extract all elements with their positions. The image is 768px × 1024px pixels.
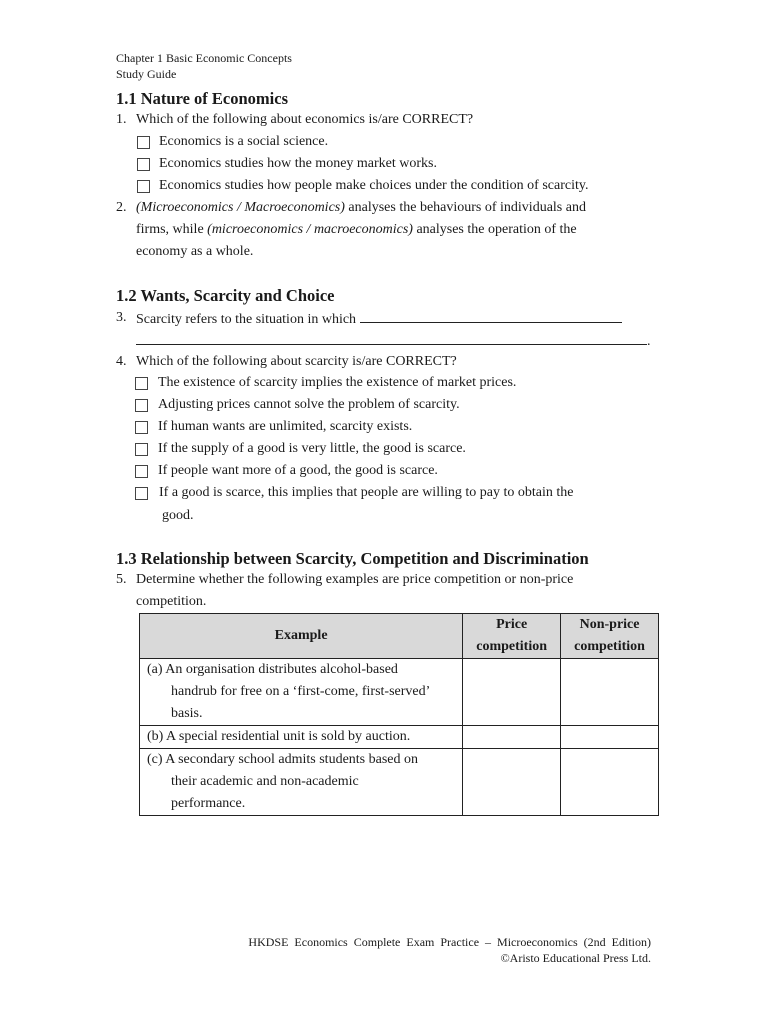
q3-line-1 bbox=[136, 308, 622, 330]
checkbox[interactable] bbox=[137, 180, 150, 193]
section-title-1-2: 1.2 Wants, Scarcity and Choice bbox=[116, 286, 335, 305]
q5-line-1: Determine whether the following examples are price competition or non-price bbox=[136, 572, 574, 587]
example-line: performance. bbox=[171, 796, 246, 811]
header-example: Example bbox=[140, 614, 463, 659]
option-text: Economics is a social science. bbox=[159, 134, 329, 149]
checkbox[interactable] bbox=[135, 465, 148, 478]
checkbox[interactable] bbox=[137, 158, 150, 171]
book-title: HKDSE Economics Complete Exam Practice – Microeconomics (2nd Edition) bbox=[248, 935, 651, 949]
option-text: The existence of scarcity implies the existence of market prices. bbox=[158, 375, 517, 390]
question-text: Which of the following about scarcity is/are CORRECT? bbox=[136, 354, 457, 369]
example-line: (b) A special residential unit is sold by auction. bbox=[147, 729, 411, 744]
question-number: 1. bbox=[116, 112, 127, 127]
chapter-title: Chapter 1 Basic Economic Concepts bbox=[116, 51, 292, 65]
question-number: 5. bbox=[116, 572, 127, 587]
copyright: ©Aristo Educational Press Ltd. bbox=[500, 951, 651, 965]
example-line: basis. bbox=[171, 706, 203, 721]
q2-text-2b: analyses the operation of the bbox=[412, 222, 577, 237]
option-text: Economics studies how people make choices under the condition of scarcity. bbox=[159, 178, 589, 193]
option-text: Economics studies how the money market works. bbox=[159, 156, 438, 171]
question-text: Which of the following about economics is/are CORRECT? bbox=[136, 112, 474, 127]
example-cell bbox=[140, 726, 463, 749]
choice-blank-1: (Microeconomics / Macroeconomics) bbox=[136, 200, 345, 215]
question-number: 3. bbox=[116, 310, 127, 325]
option-text-continued: good. bbox=[162, 508, 194, 523]
q2-line-2 bbox=[136, 220, 577, 240]
example-line: their academic and non-academic bbox=[171, 774, 359, 789]
page-header bbox=[116, 50, 292, 82]
question-1 bbox=[116, 110, 474, 130]
answer-cell-price[interactable] bbox=[463, 659, 561, 726]
answer-cell-nonprice[interactable] bbox=[561, 726, 659, 749]
checkbox[interactable] bbox=[135, 377, 148, 390]
question-number: 4. bbox=[116, 354, 127, 369]
example-line: (a) An organisation distributes alcohol-based bbox=[147, 662, 398, 677]
option-text: If human wants are unlimited, scarcity exists. bbox=[158, 419, 413, 434]
checkbox[interactable] bbox=[137, 136, 150, 149]
period: . bbox=[647, 334, 651, 349]
option-text: If a good is scarce, this implies that people are willing to pay to obtain the bbox=[159, 485, 574, 500]
competition-table bbox=[139, 613, 659, 816]
choice-blank-2: (microeconomics / macroeconomics) bbox=[207, 222, 413, 237]
study-guide-label: Study Guide bbox=[116, 67, 177, 81]
example-line: handrub for free on a ‘first-come, first-served’ bbox=[171, 684, 431, 699]
question-4 bbox=[116, 352, 457, 372]
page-footer bbox=[248, 934, 651, 966]
table-row bbox=[140, 659, 659, 726]
q5-line-2: competition. bbox=[136, 594, 207, 609]
checkbox[interactable] bbox=[135, 399, 148, 412]
header-line: Non-price bbox=[579, 617, 640, 632]
checkbox[interactable] bbox=[135, 421, 148, 434]
section-title-1-1: 1.1 Nature of Economics bbox=[116, 89, 289, 108]
header-line: Price bbox=[496, 617, 528, 632]
q2-line-3: economy as a whole. bbox=[136, 244, 254, 259]
question-number: 2. bbox=[116, 200, 127, 215]
q3-line-2 bbox=[136, 330, 651, 352]
answer-cell-nonprice[interactable] bbox=[561, 749, 659, 816]
checkbox[interactable] bbox=[135, 443, 148, 456]
q2-text-2a: firms, while bbox=[136, 222, 208, 237]
table-row bbox=[140, 726, 659, 749]
example-cell bbox=[140, 659, 463, 726]
question-text: Scarcity refers to the situation in which bbox=[136, 312, 360, 327]
q2-text-1: analyses the behaviours of individuals and bbox=[344, 200, 586, 215]
table-header-row bbox=[140, 614, 659, 659]
example-cell bbox=[140, 749, 463, 816]
header-price-competition bbox=[463, 614, 561, 659]
answer-cell-price[interactable] bbox=[463, 749, 561, 816]
header-line: competition bbox=[574, 639, 645, 654]
example-line: (c) A secondary school admits students based on bbox=[147, 752, 419, 767]
header-nonprice-competition bbox=[561, 614, 659, 659]
section-title-1-3: 1.3 Relationship between Scarcity, Competition and Discrimination bbox=[116, 549, 589, 568]
header-line: competition bbox=[476, 639, 548, 654]
option-text: If people want more of a good, the good is scarce. bbox=[158, 463, 438, 478]
option-text: If the supply of a good is very little, the good is scarce. bbox=[158, 441, 466, 456]
q2-line-1 bbox=[136, 198, 586, 218]
option-text: Adjusting prices cannot solve the problem of scarcity. bbox=[158, 397, 460, 412]
answer-blank-2[interactable] bbox=[136, 330, 647, 345]
answer-cell-nonprice[interactable] bbox=[561, 659, 659, 726]
answer-cell-price[interactable] bbox=[463, 726, 561, 749]
checkbox[interactable] bbox=[135, 487, 148, 500]
answer-blank[interactable] bbox=[360, 308, 622, 323]
table-row bbox=[140, 749, 659, 816]
